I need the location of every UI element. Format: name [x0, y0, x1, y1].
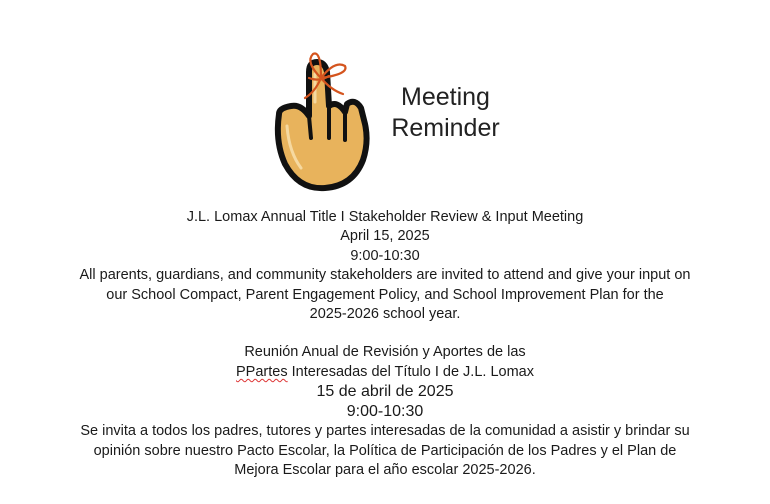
- english-title: J.L. Lomax Annual Title I Stakeholder Review & Input Meeting: [186, 209, 584, 225]
- spanish-time: 9:00-10:30: [346, 403, 424, 421]
- graphic-caption: [383, 82, 508, 144]
- spanish-body-line: opinión sobre nuestro Pacto Escolar, la Política de Participación de los Padres y el Plan de: [93, 442, 677, 459]
- misspelled-word[interactable]: PPartes: [236, 363, 288, 380]
- graphic-line-reminder: Reminder: [391, 114, 500, 142]
- graphic-line-meeting: Meeting: [401, 83, 490, 111]
- document-body: [0, 208, 770, 480]
- meeting-reminder-graphic: [265, 42, 507, 194]
- english-body-line: All parents, guardians, and community stakeholders are invited to attend and give your input on: [79, 267, 691, 284]
- spanish-title-line: Reunión Anual de Revisión y Aportes de las: [244, 344, 526, 361]
- spanish-title-rest: Interesadas del Título I de J.L. Lomax: [287, 363, 534, 380]
- paragraph-gap: [0, 324, 770, 343]
- english-body-line: 2025-2026 school year.: [309, 306, 461, 323]
- spanish-date: 15 de abril de 2025: [316, 383, 454, 401]
- english-date: April 15, 2025: [340, 228, 430, 245]
- spanish-body-line: Mejora Escolar para el año escolar 2025-2026.: [234, 462, 536, 479]
- finger-string-icon: [265, 42, 385, 194]
- english-time: 9:00-10:30: [350, 247, 420, 264]
- spanish-title-line: [0, 363, 770, 382]
- spanish-body-line: Se invita a todos los padres, tutores y partes interesadas de la comunidad a asistir y brindar su: [80, 423, 690, 440]
- english-body-line: our School Compact, Parent Engagement Policy, and School Improvement Plan for the: [106, 286, 664, 303]
